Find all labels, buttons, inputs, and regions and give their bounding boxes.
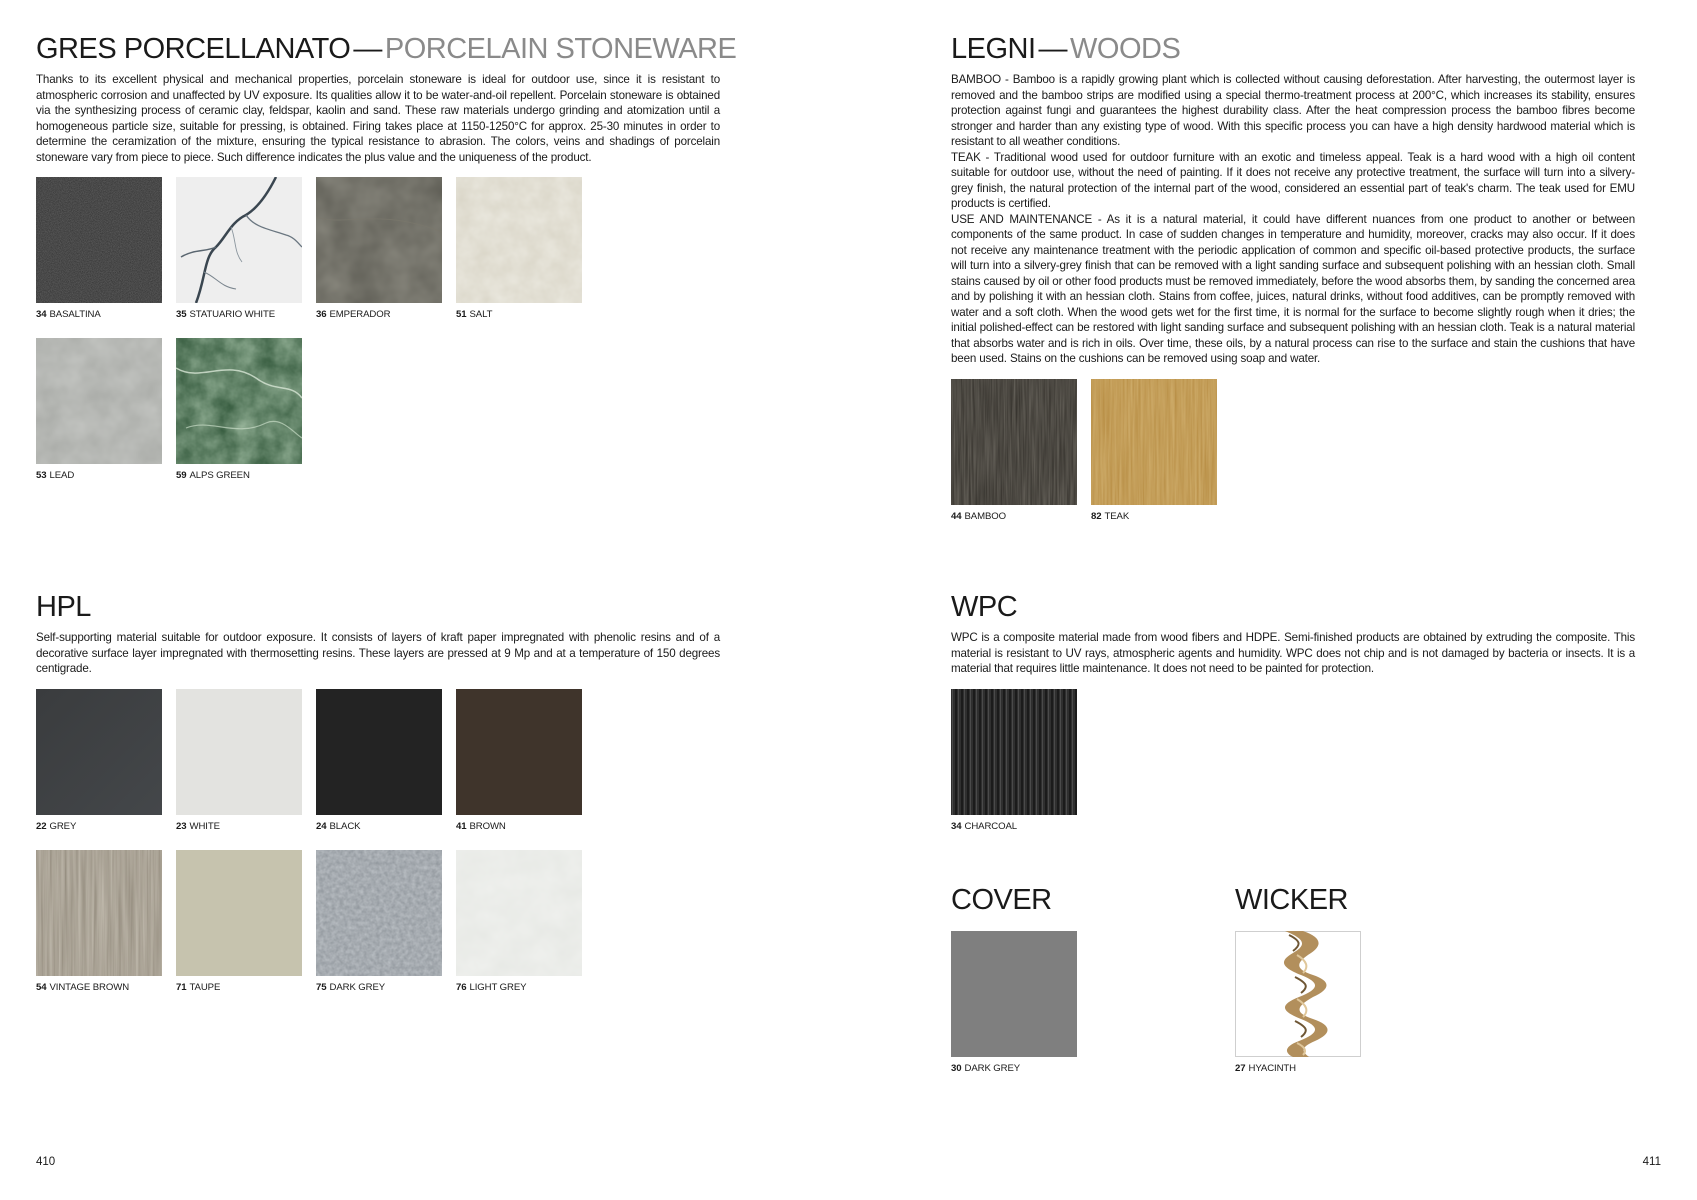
page-number-right: 411 [1642, 1156, 1661, 1168]
swatch-caption: 82 TEAK [1091, 510, 1130, 522]
swatch-statuario-white-image [176, 177, 302, 303]
swatch-caption: 41 BROWN [456, 820, 506, 832]
swatch-item-statuario-white[interactable] [176, 177, 303, 338]
porcelain-title-dash: — [353, 33, 382, 65]
wicker-swatch-grid [1235, 931, 1495, 1092]
woods-teak-paragraph: TEAK - Traditional wood used for outdoor furniture with an exotic and timeless appeal. Teak is a hard wood with a high oil content suitable for outdoor use, without the need of painting. If it does not receive any protective treatment, the surface will turn into a silvery-grey finish, the natural protection of the internal part of the wood, considered an essential part of teak's charm. The teak used for EMU products is certified. [951, 150, 1635, 210]
swatch-item-alps-green[interactable] [176, 338, 303, 499]
swatch-item-grey[interactable] [36, 689, 163, 850]
woods-heading [951, 32, 1635, 66]
swatch-item-emperador[interactable] [316, 177, 443, 338]
woods-description [951, 72, 1635, 367]
porcelain-title-main: GRES PORCELLANATO [36, 33, 351, 65]
wicker-section [1235, 883, 1495, 1092]
wpc-description: WPC is a composite material made from wood fibers and HDPE. Semi-finished products are obtained by extruding the composite. This material is resistant to UV rays, atmospheric agents and humidity. WPC does not chip and is not damaged by bacteria or insects. It is a material that requires little maintenance. It does not need to be painted for protection. [951, 631, 1635, 675]
porcelain-section [36, 32, 737, 499]
woods-swatch-grid [951, 379, 1635, 540]
wicker-heading: WICKER [1235, 884, 1348, 916]
swatch-item-charcoal[interactable] [951, 689, 1078, 850]
swatch-vintage-brown-image [36, 850, 162, 976]
swatch-charcoal-image [951, 689, 1077, 815]
swatch-caption: 53 LEAD [36, 470, 75, 481]
woods-section [951, 32, 1635, 540]
swatch-light-grey-image [456, 850, 582, 976]
swatch-caption: 51 SALT [456, 309, 493, 320]
wpc-swatch-grid [951, 689, 1635, 850]
woods-title-sub: WOODS [1070, 33, 1181, 65]
woods-title-dash: — [1038, 33, 1068, 65]
swatch-item-vintage-brown[interactable] [36, 850, 163, 1011]
hpl-section [36, 590, 720, 1011]
cover-heading: COVER [951, 884, 1052, 916]
swatch-brown-image [456, 689, 582, 815]
swatch-caption: 35 STATUARIO WHITE [176, 309, 276, 320]
swatch-item-lead[interactable] [36, 338, 163, 499]
swatch-caption: 44 BAMBOO [951, 510, 1006, 522]
swatch-item-white[interactable] [176, 689, 303, 850]
swatch-caption: 54 VINTAGE BROWN [36, 981, 130, 993]
swatch-caption: 23 WHITE [176, 820, 220, 832]
swatch-caption: 27 HYACINTH [1235, 1063, 1297, 1074]
swatch-hyacinth-image [1235, 931, 1361, 1057]
swatch-item-cover-dark-grey[interactable] [951, 931, 1078, 1092]
swatch-item-basaltina[interactable] [36, 177, 163, 338]
hpl-swatch-grid [36, 689, 720, 1011]
swatch-item-teak[interactable] [1091, 379, 1218, 540]
swatch-white-image [176, 689, 302, 815]
swatch-basaltina-image [36, 177, 162, 303]
swatch-item-hyacinth[interactable] [1235, 931, 1362, 1092]
cover-section [951, 883, 1211, 1092]
cover-swatch-grid [951, 931, 1211, 1092]
swatch-grey-image [36, 689, 162, 815]
swatch-caption: 24 BLACK [316, 820, 361, 832]
page-number-left: 410 [36, 1156, 56, 1168]
porcelain-heading [36, 32, 737, 66]
swatch-caption: 75 DARK GREY [316, 981, 386, 993]
swatch-caption: 34 CHARCOAL [951, 820, 1017, 832]
swatch-cover-dark-grey-image [951, 931, 1077, 1057]
woods-bamboo-paragraph: BAMBOO - Bamboo is a rapidly growing plant which is collected without causing deforestation. After harvesting, the outermost layer is removed and the bamboo strips are modified using a special thermo-treatment process at 200°C, which increases its stability, ensures protection against fungi and guarantees the highest durability class. After the heat compression process the bamboo fibres become stronger and harder than any existing type of wood. With this specific process you can have a high density hardwood material which is resistant to all weather conditions. [951, 73, 1635, 148]
swatch-item-brown[interactable] [456, 689, 583, 850]
swatch-emperador-image [316, 177, 442, 303]
swatch-caption: 71 TAUPE [176, 981, 221, 993]
woods-maintenance-paragraph: USE AND MAINTENANCE - As it is a natural material, it could have different nuances from one product to another or between components of the same product. In case of sudden changes in temperature and humidity, moreover, cracks may also occur. If it does not receive any maintenance treatment with the periodic application of common and specific oil-based protective products, the surface will turn into a silvery-grey finish that can be removed with a light sanding surface and subsequent polishing with an hessian cloth. Small stains caused by oil or other food products must be removed immediately, before the wood absorbs them, by sanding the concerned area and by polishing it with an hessian cloth. Stains from coffee, juices, natural drinks, without food additives, can be promptly removed with water and a soft cloth. When the wood gets wet for the first time, it is normal for the surface to become slightly rough when it dries; the initial polished-effect can be restored with light sanding surface and subsequent polishing with an hessian cloth. Teak is a natural material that absorbs water and is rich in oils. Over time, these oils, by a natural process can rise to the surface and stain the cushions that have been used. Stains on the cushions can be removed using soap and water. [951, 212, 1635, 365]
swatch-caption: 34 BASALTINA [36, 309, 101, 320]
swatch-teak-image [1091, 379, 1217, 505]
swatch-caption: 30 DARK GREY [951, 1063, 1021, 1074]
wpc-heading: WPC [951, 591, 1018, 623]
swatch-lead-image [36, 338, 162, 464]
swatch-item-light-grey[interactable] [456, 850, 583, 1011]
porcelain-swatch-grid [36, 177, 720, 499]
swatch-taupe-image [176, 850, 302, 976]
swatch-item-black[interactable] [316, 689, 443, 850]
hpl-description: Self-supporting material suitable for outdoor exposure. It consists of layers of kraft paper impregnated with phenolic resins and of a decorative surface layer impregnated with thermosetting resins. These layers are pressed at 9 Mp and at a temperature of 150 degrees centigrade. [36, 631, 720, 675]
swatch-item-bamboo[interactable] [951, 379, 1078, 540]
swatch-item-dark-grey[interactable] [316, 850, 443, 1011]
swatch-caption: 36 EMPERADOR [316, 309, 391, 320]
porcelain-description: Thanks to its excellent physical and mechanical properties, porcelain stoneware is ideal for outdoor use, since it is resistant to atmospheric corrosion and unaffected by UV exposure. Its qualities allow it to be water-and-oil repellent. Porcelain stoneware is obtained via the synthesizing process of ceramic clay, feldspar, kaolin and sand. These raw materials undergo grinding and atomization until a homogeneous particle size, suitable for pressing, is obtained. Firing takes place at 1150-1250°C for approx. 25-30 minutes in order to determine the ceramization of the mixture, ensuring the typical resistance to abrasion. The colors, veins and shadings of porcelain stoneware vary from piece to piece. Such difference indicates the plus value and the uniqueness of the product. [36, 73, 720, 164]
swatch-black-image [316, 689, 442, 815]
hpl-heading: HPL [36, 591, 91, 623]
swatch-item-taupe[interactable] [176, 850, 303, 1011]
woods-title-main: LEGNI [951, 33, 1036, 65]
swatch-bamboo-image [951, 379, 1077, 505]
wpc-section [951, 590, 1635, 850]
swatch-caption: 22 GREY [36, 820, 77, 832]
swatch-caption: 76 LIGHT GREY [456, 981, 527, 993]
swatch-salt-image [456, 177, 582, 303]
swatch-caption: 59 ALPS GREEN [176, 470, 250, 481]
swatch-alps-green-image [176, 338, 302, 464]
porcelain-title-sub: PORCELAIN STONEWARE [384, 33, 737, 65]
swatch-dark-grey-image [316, 850, 442, 976]
swatch-item-salt[interactable] [456, 177, 583, 338]
